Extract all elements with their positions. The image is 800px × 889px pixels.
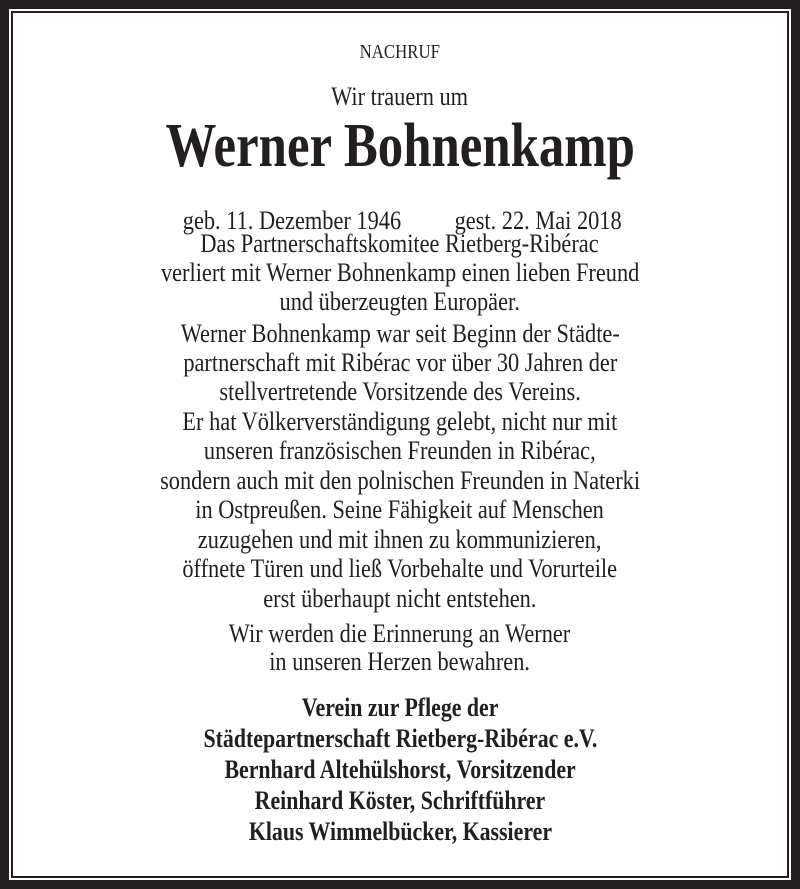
association-name: Verein zur Pflege der (301, 693, 499, 722)
notice-heading: NACHRUF (359, 41, 441, 63)
signatory-secretary: Reinhard Köster, Schriftführer (254, 786, 546, 815)
text-line: verliert mit Werner Bohnenkamp einen lieben Freund (160, 258, 640, 287)
text-line: Das Partnerschaftskomitee Rietberg-Ribérac (200, 229, 600, 258)
text-line: in unseren Herzen bewahren. (269, 647, 531, 676)
birth-date: geb. 11. Dezember 1946 (182, 206, 402, 235)
text-line: stellvertretende Vorsitzende des Vereins. (219, 377, 581, 406)
death-date: gest. 22. Mai 2018 (454, 206, 622, 235)
text-line: Werner Bohnenkamp war seit Beginn der Städte- (180, 319, 620, 348)
text-line: zuzugehen und mit ihnen zu kommunizieren, (198, 525, 602, 554)
text-line: öffnete Türen und ließ Vorbehalte und Vorurteile (182, 554, 618, 583)
text-line: partnerschaft mit Ribérac vor über 30 Jahren der (182, 348, 617, 377)
text-line: und überzeugten Europäer. (279, 287, 521, 316)
deceased-name: Werner Bohnenkamp (165, 112, 635, 180)
text-line: Wir werden die Erinnerung an Werner (229, 619, 571, 648)
text-line: unseren französischen Freunden in Ribérac, (204, 436, 596, 465)
text-line: erst überhaupt nicht entstehen. (263, 584, 537, 613)
association-name: Städtepartnerschaft Rietberg-Ribérac e.V. (203, 724, 597, 753)
text-line: in Ostpreußen. Seine Fähigkeit auf Menschen (195, 495, 605, 524)
text-line: sondern auch mit den polnischen Freunden in Naterki (159, 466, 640, 495)
signatory-treasurer: Klaus Wimmelbücker, Kassierer (248, 817, 552, 846)
text-line: Er hat Völkerverständigung gelebt, nicht nur mit (182, 407, 618, 436)
signatory-chairman: Bernhard Altehülshorst, Vorsitzender (224, 755, 576, 784)
notice-intro: Wir trauern um (331, 82, 469, 111)
